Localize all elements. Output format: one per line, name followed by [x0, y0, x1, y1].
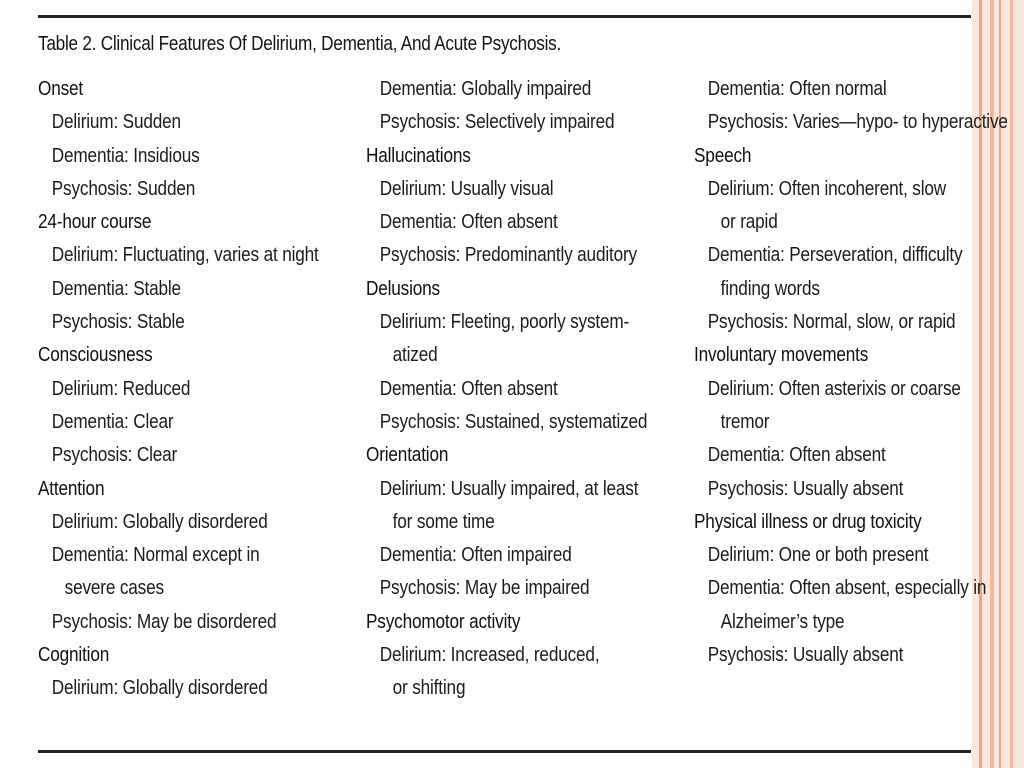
feature-entry: Dementia: Often absent: [707, 444, 886, 467]
feature-entry: Delirium: Increased, reduced,: [379, 644, 600, 667]
feature-entry: Delirium: Often incoherent, slow: [707, 177, 947, 200]
entry-continuation: severe cases: [64, 577, 164, 600]
feature-entry: Delirium: One or both present: [707, 544, 929, 567]
feature-entry: Dementia: Normal except in: [51, 544, 260, 567]
section-heading: Consciousness: [38, 344, 153, 367]
feature-entry: Psychosis: May be impaired: [379, 577, 590, 600]
feature-entry: Dementia: Often absent: [379, 377, 558, 400]
feature-entry: Psychosis: Sustained, systematized: [379, 410, 648, 433]
feature-entry: Dementia: Often impaired: [379, 544, 572, 567]
entry-continuation: or rapid: [720, 211, 778, 234]
feature-entry: Dementia: Stable: [51, 277, 181, 300]
feature-entry: Delirium: Fleeting, poorly system-: [379, 311, 630, 334]
feature-entry: Psychosis: Stable: [51, 311, 185, 334]
feature-entry: Psychosis: Sudden: [51, 177, 196, 200]
feature-entry: Dementia: Clear: [51, 410, 174, 433]
section-heading: Attention: [38, 477, 105, 500]
feature-entry: Psychosis: May be disordered: [51, 610, 277, 633]
section-heading: Cognition: [38, 644, 110, 667]
column-3: [694, 73, 1024, 672]
section-heading: Delusions: [366, 277, 440, 300]
entry-continuation: for some time: [392, 510, 495, 533]
feature-entry: Dementia: Often absent, especially in: [707, 577, 987, 600]
feature-entry: Delirium: Globally disordered: [51, 510, 268, 533]
feature-entry: Psychosis: Usually absent: [707, 477, 904, 500]
section-heading: Onset: [38, 78, 84, 100]
section-heading: Orientation: [366, 444, 449, 467]
entry-continuation: Alzheimer’s type: [720, 610, 845, 633]
bottom-rule: [38, 750, 971, 753]
entry-continuation: or shifting: [392, 677, 466, 700]
feature-entry: Psychosis: Usually absent: [707, 644, 904, 667]
feature-entry: Psychosis: Predominantly auditory: [379, 244, 637, 267]
feature-entry: Delirium: Often asterixis or coarse: [707, 377, 961, 400]
feature-entry: Psychosis: Clear: [51, 444, 178, 467]
feature-entry: Delirium: Sudden: [51, 111, 181, 134]
feature-entry: Dementia: Often normal: [707, 78, 887, 100]
top-rule: [38, 15, 971, 18]
column-1: [38, 73, 364, 706]
feature-entry: Delirium: Usually visual: [379, 177, 554, 200]
feature-entry: Dementia: Insidious: [51, 144, 200, 167]
feature-entry: Dementia: Often absent: [379, 211, 558, 234]
column-2: [366, 73, 693, 706]
section-heading: Physical illness or drug toxicity: [694, 510, 922, 533]
feature-entry: Psychosis: Normal, slow, or rapid: [707, 311, 956, 334]
section-heading: 24-hour course: [38, 211, 152, 234]
entry-continuation: tremor: [720, 410, 770, 433]
feature-entry: Delirium: Reduced: [51, 377, 191, 400]
entry-continuation: finding words: [720, 277, 820, 300]
table-title: Table 2. Clinical Features Of Delirium, Dementia, And Acute Psychosis.: [38, 33, 562, 55]
feature-entry: Psychosis: Selectively impaired: [379, 111, 615, 134]
section-heading: Speech: [694, 144, 752, 167]
feature-entry: Dementia: Perseveration, difficulty: [707, 244, 963, 267]
feature-entry: Dementia: Globally impaired: [379, 78, 592, 100]
entry-continuation: atized: [392, 344, 438, 367]
section-heading: Hallucinations: [366, 144, 471, 167]
feature-entry: Delirium: Globally disordered: [51, 677, 268, 700]
section-heading: Involuntary movements: [694, 344, 869, 367]
section-heading: Psychomotor activity: [366, 610, 521, 633]
feature-entry: Psychosis: Varies—hypo- to hyperactive: [707, 111, 1008, 134]
feature-entry: Delirium: Usually impaired, at least: [379, 477, 639, 500]
feature-entry: Delirium: Fluctuating, varies at night: [51, 244, 319, 267]
